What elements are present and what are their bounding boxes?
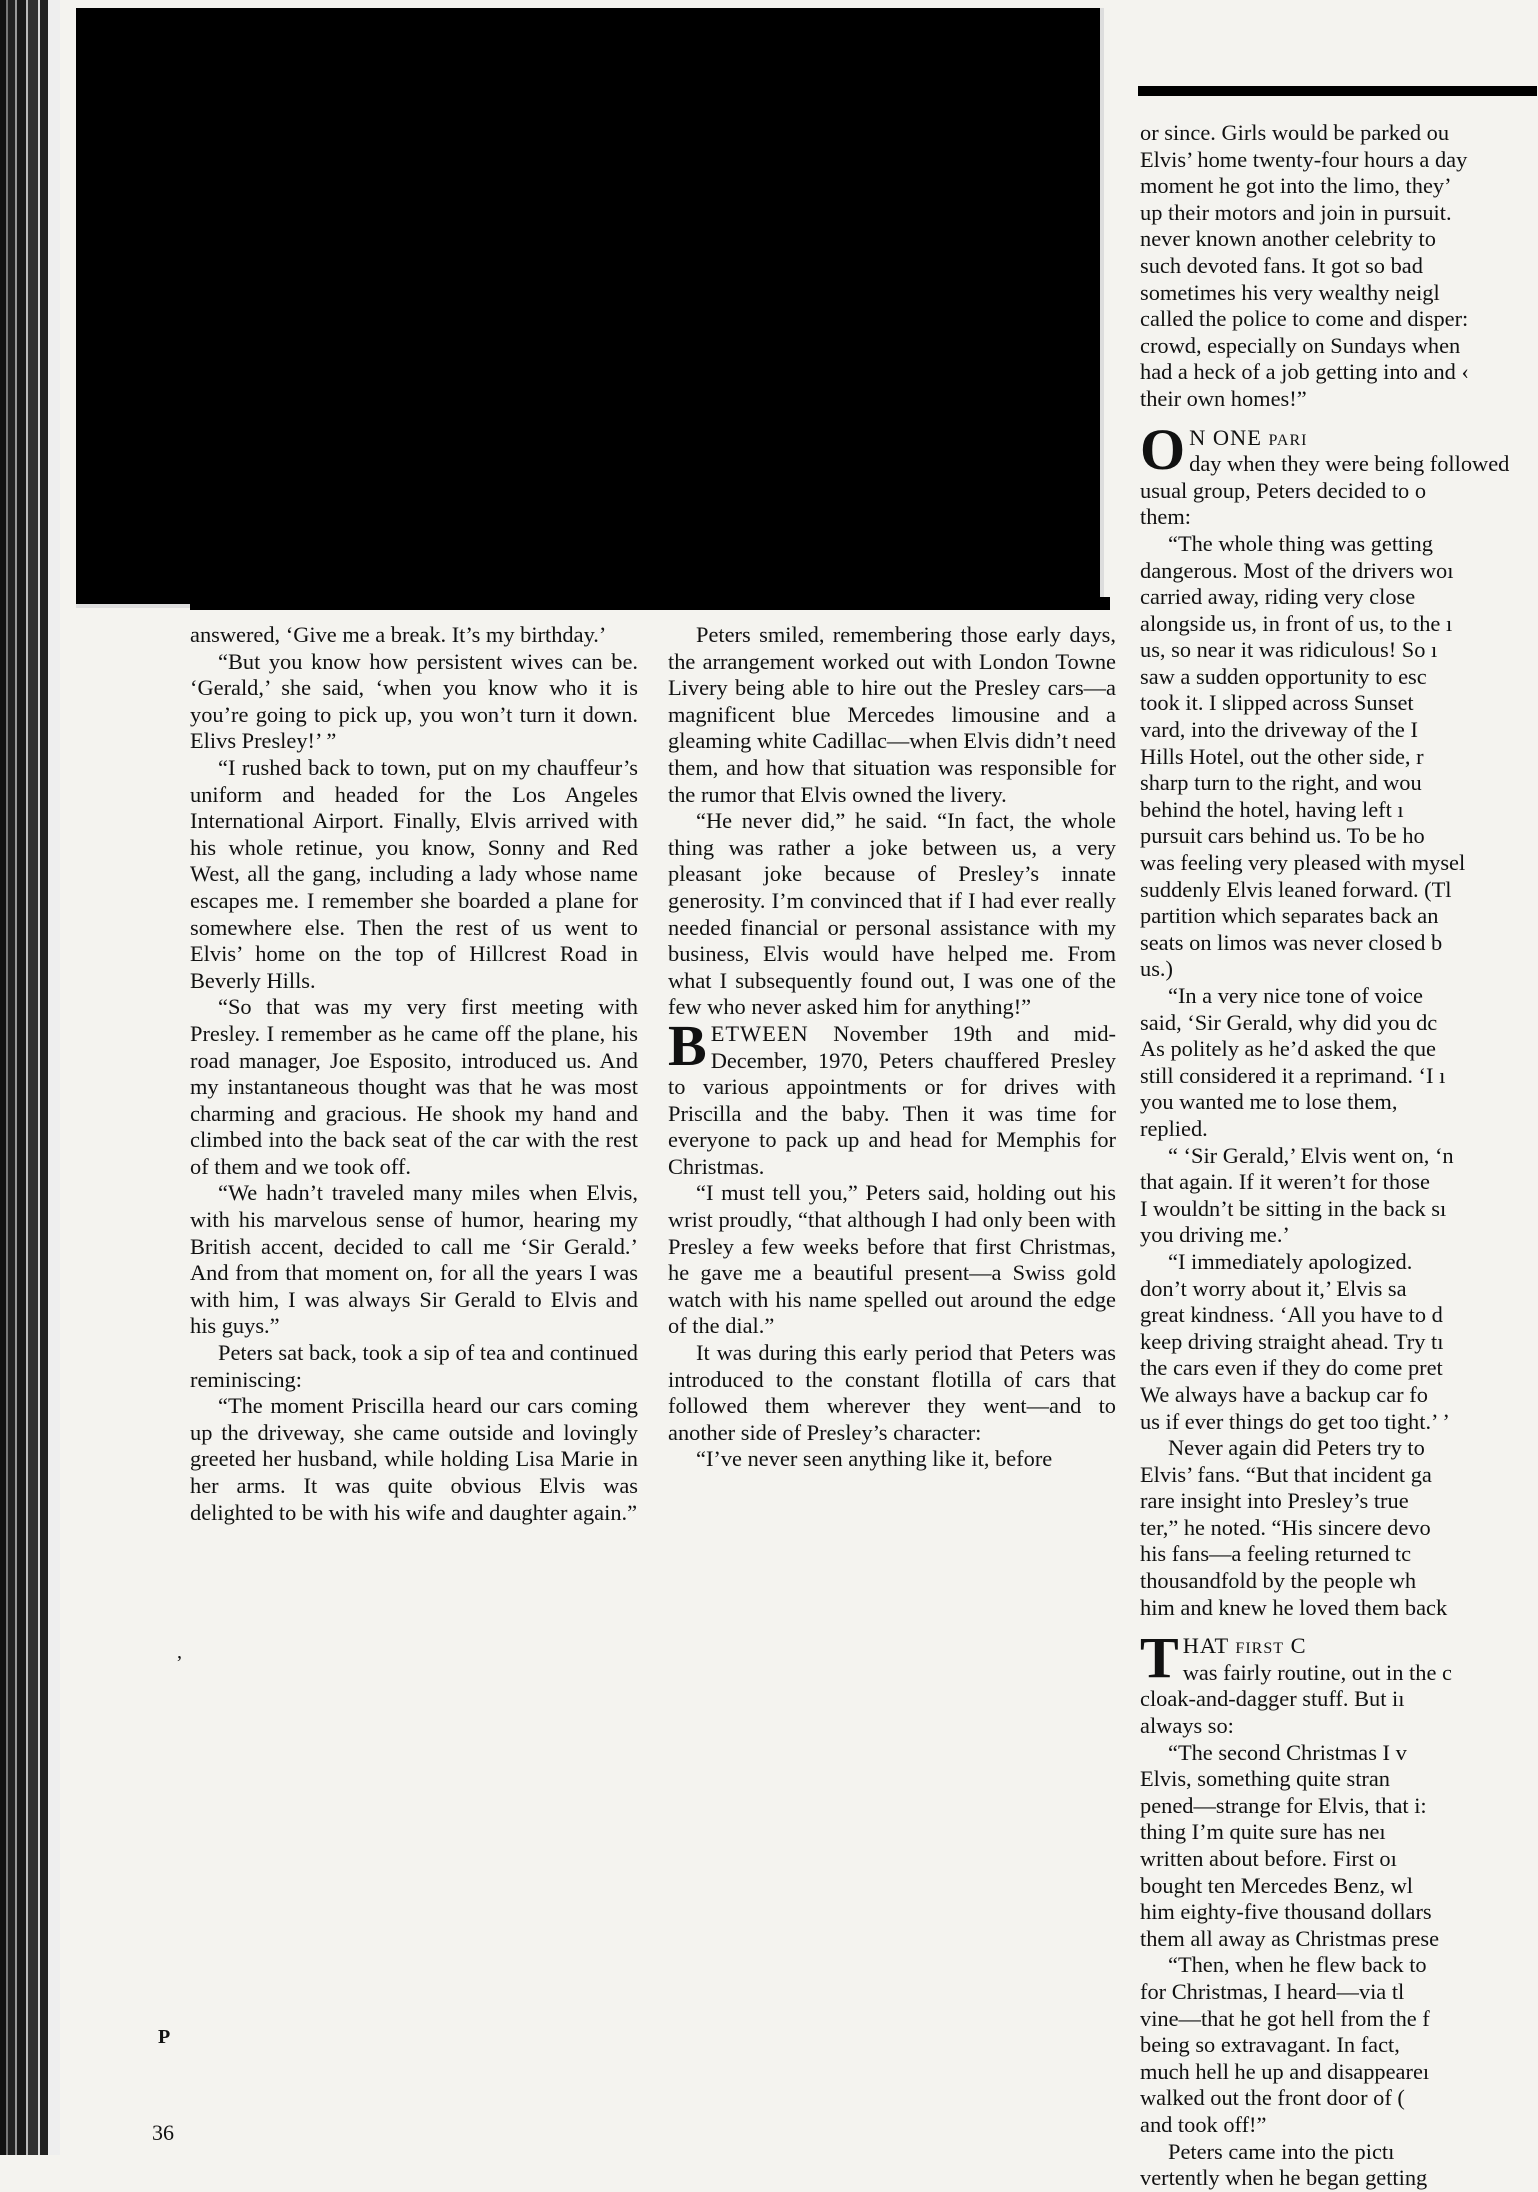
text-line: dangerous. Most of the drivers woı <box>1140 557 1454 583</box>
drop-cap: B <box>668 1012 707 1078</box>
text-line: Elvis’ fans. “But that incident ga <box>1140 1461 1432 1487</box>
paragraph <box>190 622 638 649</box>
text-line: great kindness. ‘All you have to d <box>1140 1302 1443 1328</box>
paragraph <box>668 1340 1116 1446</box>
paragraph <box>190 755 638 994</box>
drop-cap: T <box>1140 1625 1179 1691</box>
paragraph-text: “We hadn’t traveled many miles when Elvis, with his marvelous sense of humor, hearing my British accent, decided to call me ‘Sir Gerald.’ And from that moment on, for all the years I was with him, I was always Sir Gerald to Elvis and his guys.” <box>190 1180 638 1339</box>
text-line: never known another celebrity to <box>1140 226 1436 252</box>
paragraph <box>190 1180 638 1340</box>
text-line: Elvis’ home twenty-four hours a day <box>1140 146 1468 172</box>
text-line: We always have a backup car fo <box>1140 1381 1428 1407</box>
text-line: sharp turn to the right, and wou <box>1140 770 1422 796</box>
text-line: their own homes!” <box>1140 385 1307 411</box>
paragraph <box>190 649 638 755</box>
scan-edge <box>0 0 60 2155</box>
text-line: crowd, especially on Sundays when <box>1140 332 1461 358</box>
text-line: for Christmas, I heard—via tl <box>1140 1978 1405 2004</box>
lead-in: N ONE parı <box>1189 424 1308 450</box>
spacer <box>1140 413 1538 425</box>
text-line: saw a sudden opportunity to esc <box>1140 663 1427 689</box>
text-line: such devoted fans. It got so bad <box>1140 252 1423 278</box>
text-line: him and knew he loved them back <box>1140 1594 1448 1620</box>
text-line: thousandfold by the people wh <box>1140 1568 1417 1594</box>
text-line: called the police to come and disper: <box>1140 306 1469 332</box>
text-line: Elvis, something quite stran <box>1140 1766 1391 1792</box>
text-line: behind the hotel, having left ı <box>1140 796 1404 822</box>
text-line: “In a very nice tone of voice <box>1168 983 1423 1008</box>
text-line: ter,” he noted. “His sincere devo <box>1140 1514 1431 1540</box>
drop-cap: O <box>1140 416 1186 482</box>
text-line: up their motors and join in pursuit. <box>1140 199 1452 225</box>
text-line: him eighty-five thousand dollars <box>1140 1899 1432 1925</box>
text-line: “I immediately apologized. <box>1168 1248 1413 1274</box>
text-line: them: <box>1140 504 1191 530</box>
paragraph-text: “So that was my very first meeting with Presley. I remember as he came off the plane, his road manager, Joe Esposito, introduced us. And my instantaneous thought was that he was most charming and gracious. He shook my hand and climbed into the back seat of the car with the rest of them and we took off. <box>190 994 638 1179</box>
text-line: that again. If it weren’t for those <box>1140 1169 1430 1195</box>
text-line: replied. <box>1140 1115 1208 1141</box>
text-line: carried away, riding very close <box>1140 584 1416 610</box>
stray-tick-mark: ’ <box>176 1652 183 1674</box>
text-line: sometimes his very wealthy neigl <box>1140 279 1440 305</box>
text-line: vard, into the driveway of the I <box>1140 717 1418 743</box>
paragraph-text: “I’ve never seen anything like it, before <box>696 1446 1053 1472</box>
paragraph <box>190 1393 638 1526</box>
text-line: usual group, Peters decided to o <box>1140 477 1427 503</box>
text-line: written about before. First oı <box>1140 1846 1397 1871</box>
paragraph-text: Peters sat back, took a sip of tea and continued reminiscing: <box>190 1340 638 1392</box>
paragraph <box>668 1180 1116 1340</box>
text-line: seats on limos was never closed b <box>1140 929 1443 955</box>
text-line: moment he got into the limo, they’ <box>1140 173 1452 199</box>
paragraph-text: “The moment Priscilla heard our cars coming up the driveway, she came outside and lovingly greeted her husband, while holding Lisa Marie in her arms. It was quite obvious Elvis was delighted to be with his wife and daughter again.” <box>190 1393 638 1525</box>
text-line: pened—strange for Elvis, that i: <box>1140 1792 1427 1818</box>
paragraph-text: It was during this early period that Peters was introduced to the constant flotilla of cars that followed them wherever they went—and to another side of Presley’s character: <box>668 1340 1116 1445</box>
text-column-3 <box>1140 120 1538 2191</box>
text-line: “The whole thing was getting <box>1168 530 1433 556</box>
text-line: being so extravagant. In fact, <box>1140 2032 1400 2058</box>
text-line: us if ever things do get too tight.’ ’ <box>1140 1408 1450 1434</box>
paragraph-text: “He never did,” he said. “In fact, the whole thing was rather a joke between us, a very pleasant joke because of Presley’s innate generosity. I’m convinced that if I had ever really needed financial or personal assistance with my business, Elvis would have helped me. From what I subsequently found out, I was one of the few who never asked him for anything!” <box>668 808 1116 1020</box>
paragraph-text: answered, ‘Give me a break. It’s my birthday.’ <box>190 622 607 647</box>
text-line: “The second Christmas I v <box>1168 1739 1407 1765</box>
paragraph-text: “But you know how persistent wives can be. ‘Gerald,’ she said, ‘when you know who it is you’re going to pick up, you won’t turn it down. Elivs Presley!’ ” <box>190 648 638 754</box>
text-line: don’t worry about it,’ Elvis sa <box>1140 1275 1407 1301</box>
text-line: us.) <box>1140 956 1173 982</box>
text-line: cloak-and-dagger stuff. But iı <box>1140 1686 1405 1712</box>
text-line: vine—that he got hell from the f <box>1140 2005 1430 2031</box>
text-line: much hell he up and disappeareı <box>1140 2058 1430 2084</box>
margin-mark: P <box>158 2026 171 2048</box>
text-column-2 <box>668 622 1116 2147</box>
lead-in: HAT first C <box>1182 1633 1307 1659</box>
text-line: you wanted me to lose them, <box>1140 1089 1398 1115</box>
text-line: I wouldn’t be sitting in the back sı <box>1140 1195 1447 1221</box>
paragraph <box>668 622 1116 808</box>
text-line: Hills Hotel, out the other side, r <box>1140 743 1424 769</box>
paragraph-text: “I rushed back to town, put on my chauffeur’s uniform and headed for the Los Angeles International Airport. Finally, Elvis arrived with his whole retinue, you know, Sonny and Red West, all the gang, including a lady whose name escapes me. I remember she boarded a plane for somewhere else. Then the rest of us went to Elvis’ home on the top of Hillcrest Road in Beverly Hills. <box>190 754 638 993</box>
text-line: day when they were being followed <box>1189 451 1510 477</box>
text-line: and took off!” <box>1140 2111 1267 2137</box>
spacer <box>1140 1621 1538 1633</box>
text-line: alongside us, in front of us, to the ı <box>1140 610 1453 636</box>
text-line: was feeling very pleased with mysel <box>1140 850 1466 876</box>
text-line: us, so near it was ridiculous! So ı <box>1140 637 1438 663</box>
paragraph <box>190 994 638 1180</box>
text-line: As politely as he’d asked the que <box>1140 1036 1436 1062</box>
text-line: was fairly routine, out in the c <box>1182 1659 1452 1685</box>
text-line: walked out the front door of ( <box>1140 2085 1405 2111</box>
text-line: them all away as Christmas prese <box>1140 1925 1440 1951</box>
text-line: said, ‘Sir Gerald, why did you dc <box>1140 1009 1438 1035</box>
text-line: “Then, when he flew back to <box>1168 1952 1427 1978</box>
lead-in: ETWEEN <box>710 1020 809 1046</box>
text-line: “ ‘Sir Gerald,’ Elvis went on, ‘n <box>1168 1142 1454 1168</box>
text-line: had a heck of a job getting into and ‹ <box>1140 359 1469 385</box>
column-rule-under-photo <box>190 597 1110 610</box>
text-line: bought ten Mercedes Benz, wl <box>1140 1872 1413 1898</box>
text-line: thing I’m quite sure has neı <box>1140 1819 1386 1845</box>
text-line: pursuit cars behind us. To be ho <box>1140 823 1425 849</box>
paragraph-text: Peters smiled, remembering those early days, the arrangement worked out with London Towne Livery being able to hire out the Presley cars—a magnificent blue Mercedes limousine and a gleaming white Cadillac—when Elvis didn’t need them, and how that situation was responsible for the rumor that Elvis owned the livery. <box>668 622 1116 807</box>
text-line: Peters came into the pictı <box>1168 2138 1395 2164</box>
paragraph-text: November 19th and mid-December, 1970, Peters chauffered Presley to various appointments or for drives with Priscilla and the baby. Then it was time for everyone to pack up and head for Memphis for Christmas. <box>668 1020 1116 1179</box>
redacted-photo <box>76 8 1104 608</box>
paragraph <box>668 1446 1116 1473</box>
text-line: rare insight into Presley’s true <box>1140 1488 1409 1514</box>
text-line: his fans—a feeling returned tc <box>1140 1541 1412 1567</box>
paragraph <box>190 1340 638 1393</box>
text-line: the cars even if they do come pret <box>1140 1355 1443 1381</box>
text-line: took it. I slipped across Sunset <box>1140 690 1414 716</box>
text-line: still considered it a reprimand. ‘I ı <box>1140 1062 1446 1088</box>
text-line: Never again did Peters try to <box>1168 1435 1425 1461</box>
paragraph <box>668 808 1116 1021</box>
text-line: vertently when he began getting <box>1140 2165 1428 2191</box>
paragraph <box>668 1012 1116 1181</box>
text-line: always so: <box>1140 1713 1234 1739</box>
text-line: keep driving straight ahead. Try tı <box>1140 1328 1444 1354</box>
text-line: or since. Girls would be parked ou <box>1140 120 1450 145</box>
text-line: suddenly Elvis leaned forward. (Tl <box>1140 876 1452 902</box>
paragraph-text: “I must tell you,” Peters said, holding out his wrist proudly, “that although I had only been with Presley a few weeks before that first Christmas, he gave me a beautiful present—a Swiss gold watch with his name spelled out around the edge of the dial.” <box>668 1180 1116 1339</box>
text-line: partition which separates back an <box>1140 903 1439 929</box>
page-number: 36 <box>152 2120 174 2145</box>
text-line: you driving me.’ <box>1140 1222 1290 1248</box>
text-column-1 <box>190 622 638 2147</box>
column-rule-top-right <box>1138 86 1537 96</box>
